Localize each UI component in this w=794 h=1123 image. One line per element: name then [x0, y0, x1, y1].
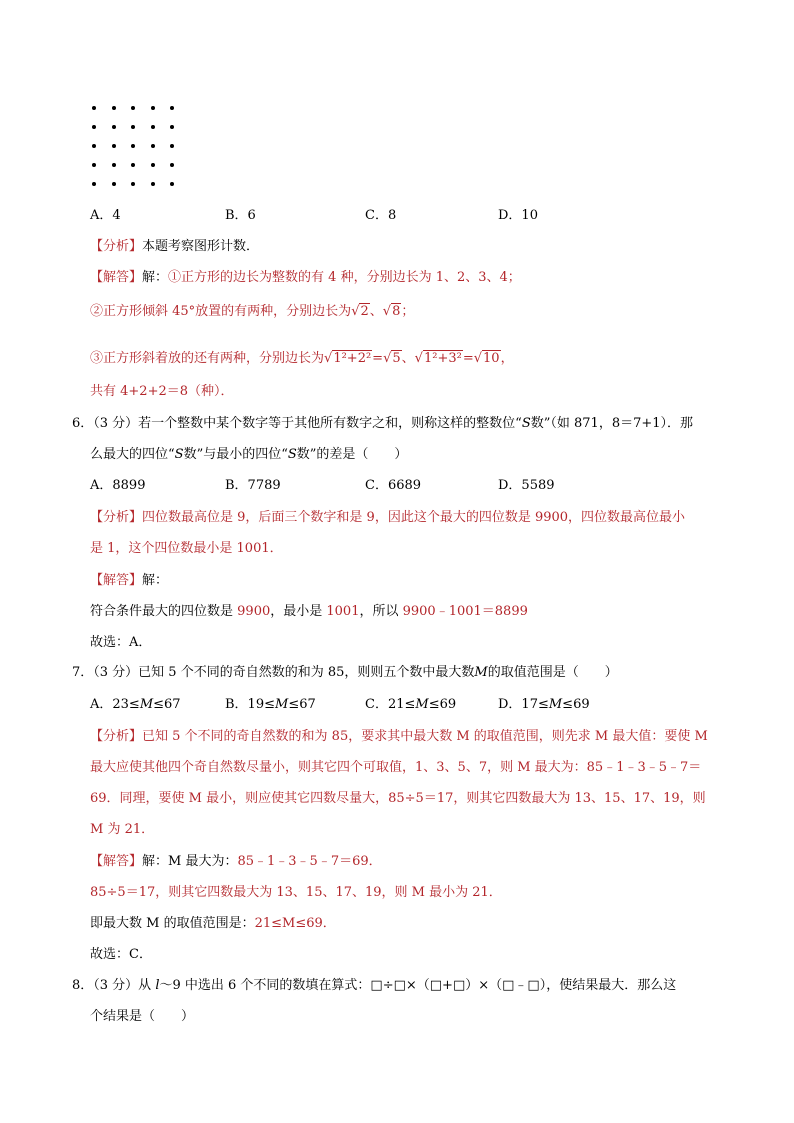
q5-answer-line2	[90, 303, 414, 321]
q6-option-d: D．5589	[498, 478, 555, 493]
line2-text: ②正方形倾斜 45°放置的有两种，分别边长为	[90, 304, 352, 319]
q5-total: 共有 4+2+2＝8（种）．	[90, 384, 234, 399]
answer-value: 21．	[472, 885, 502, 900]
q5-option-a: A．4	[90, 208, 121, 223]
equals: =	[372, 351, 384, 366]
separator: 、	[369, 304, 383, 319]
answer-value: 85﹣1﹣3﹣5﹣7＝69．	[237, 854, 382, 869]
q6-option-b: B．7789	[225, 478, 281, 493]
q6-stem-line1	[72, 415, 693, 433]
q5-option-c: C．8	[365, 208, 397, 223]
stem-text: 数”（如 871，8＝7+1）．那	[530, 416, 694, 431]
answer-intro: 解：	[142, 270, 169, 285]
var-m: M	[474, 665, 488, 680]
analysis-text: 已知 5 个不同的奇自然数的和为 85，要求其中最大数 M 的取值范围，则先求 M 最大值：要使 M	[142, 729, 708, 744]
sqrt-2: √2	[351, 304, 369, 319]
q5-option-b: B．6	[225, 208, 256, 223]
q7-answer-line2	[90, 884, 502, 902]
q6-analysis-line2: 是 1，这个四位数最小是 1001．	[90, 541, 283, 556]
stem-text: 数”与最小的四位“	[183, 447, 288, 462]
stem-text: 6．（3 分）若一个整数中某个数字等于其他所有数字之和，则称这样的整数位“	[72, 416, 522, 431]
q8-stem-line1	[72, 977, 676, 995]
grid-dot	[170, 144, 174, 148]
separator: 、	[401, 351, 415, 366]
grid-dot	[151, 106, 155, 110]
stem-text: 么最大的四位“	[90, 447, 175, 462]
q5-option-d: D．10	[498, 208, 538, 223]
q7-analysis-line1	[90, 728, 708, 746]
stem-text: 数”的差是（ ）	[296, 447, 408, 462]
stem-text: 7．（3 分）已知 5 个不同的奇自然数的和为 85，则则五个数中最大数	[72, 665, 475, 680]
analysis-tag: 【分析】	[90, 729, 143, 744]
grid-dot	[92, 125, 96, 129]
q7-stem	[72, 664, 618, 682]
grid-dot	[112, 125, 116, 129]
grid-dot	[92, 144, 96, 148]
grid-dot	[151, 144, 155, 148]
q7-option-a: A．23≤M≤67	[90, 697, 181, 712]
grid-dot	[170, 125, 174, 129]
sqrt-expr-1: √1²+2²	[324, 351, 372, 366]
grid-dot	[92, 182, 96, 186]
answer-text: ，最小是	[270, 604, 323, 619]
var-l: l	[155, 978, 160, 993]
q7-answer-line1	[90, 853, 382, 871]
sqrt-10: √10	[473, 351, 500, 366]
answer-text: 符合条件最大的四位数是	[90, 604, 234, 619]
analysis-tag: 【分析】	[90, 510, 143, 525]
grid-dot	[112, 106, 116, 110]
q7-option-b: B．19≤M≤67	[225, 697, 316, 712]
var-s: S	[521, 416, 531, 431]
sqrt-expr-2: √1²+3²	[414, 351, 462, 366]
answer-text: 即最大数 M 的取值范围是：	[90, 916, 255, 931]
q5-answer-line1	[90, 269, 521, 287]
analysis-tag: 【分析】	[90, 239, 143, 254]
grid-dot	[151, 163, 155, 167]
answer-tag: 【解答】	[90, 854, 143, 869]
q7-analysis-line3: 69．同理，要使 M 最小，则应使其它四数尽量大，85÷5＝17，则其它四数最大为 13、15、17、19，则	[90, 791, 706, 806]
grid-dot	[131, 106, 135, 110]
q7-answer-line3	[90, 915, 336, 933]
answer-text: 解：M 最大为：	[142, 854, 238, 869]
q6-answer-line1	[90, 603, 528, 621]
stem-text: 的取值范围是（ ）	[487, 665, 618, 680]
q6-answer-head	[90, 572, 168, 590]
q6-choice: 故选：A．	[90, 635, 152, 650]
q7-analysis-line2: 最大应使其他四个奇自然数尽量小，则其它四个可取值，1、3、5、7，则 M 最大为：85﹣1﹣3﹣5﹣7＝	[90, 760, 702, 775]
answer-tag: 【解答】	[90, 573, 143, 588]
q6-option-a: A．8899	[90, 478, 146, 493]
answer-value: 21≤M≤69．	[254, 916, 336, 931]
grid-dot	[131, 125, 135, 129]
grid-dot	[131, 182, 135, 186]
sqrt-5: √5	[383, 351, 401, 366]
grid-dot	[112, 163, 116, 167]
line-end: ，	[500, 351, 514, 366]
q7-analysis-line4: M 为 21．	[90, 822, 155, 837]
grid-dot	[170, 106, 174, 110]
grid-dot	[92, 106, 96, 110]
grid-dot	[92, 163, 96, 167]
grid-dot	[112, 144, 116, 148]
analysis-text: 本题考察图形计数．	[142, 239, 260, 254]
dot-grid-figure	[92, 106, 178, 188]
equals: =	[462, 351, 474, 366]
line-end: ；	[401, 304, 415, 319]
sqrt-8: √8	[382, 304, 401, 319]
q8-stem-line2: 个结果是（ ）	[90, 1009, 195, 1024]
q7-choice: 故选：C．	[90, 947, 152, 962]
q5-answer-line3	[90, 350, 514, 368]
grid-dot	[131, 144, 135, 148]
q6-analysis-line1	[90, 509, 685, 527]
analysis-text: 四位数最高位是 9，后面三个数字和是 9，因此这个最大的四位数是 9900，四位数最高位最小	[142, 510, 686, 525]
answer-tag: 【解答】	[90, 270, 143, 285]
answer-text: ①正方形的边长为整数的有 4 种，分别边长为 1、2、3、4；	[168, 270, 521, 285]
answer-text: ，所以	[359, 604, 399, 619]
q6-option-c: C．6689	[365, 478, 422, 493]
grid-dot	[151, 125, 155, 129]
stem-text: ～9 中选出 6 个不同的数填在算式：□÷□×（□+□）×（□﹣□），使结果最大．那么这	[159, 978, 677, 993]
q6-stem-line2	[90, 446, 407, 464]
var-s: S	[174, 447, 184, 462]
stem-text: 8．（3 分）从	[72, 978, 156, 993]
q7-option-c: C．21≤M≤69	[365, 697, 457, 712]
grid-dot	[112, 182, 116, 186]
answer-text: 85÷5＝17，则其它四数最大为 13、15、17、19，则 M 最小为	[90, 885, 473, 900]
grid-dot	[131, 163, 135, 167]
var-s: S	[287, 447, 297, 462]
answer-intro: 解：	[142, 573, 169, 588]
grid-dot	[170, 163, 174, 167]
line3-text: ③正方形斜着放的还有两种，分别边长为	[90, 351, 325, 366]
q7-option-d: D．17≤M≤69	[498, 697, 590, 712]
answer-value: 9900﹣1001＝8899	[398, 604, 528, 619]
answer-value: 9900	[233, 604, 271, 619]
q5-analysis	[90, 238, 259, 256]
answer-value: 1001	[322, 604, 360, 619]
grid-dot	[170, 182, 174, 186]
grid-dot	[151, 182, 155, 186]
